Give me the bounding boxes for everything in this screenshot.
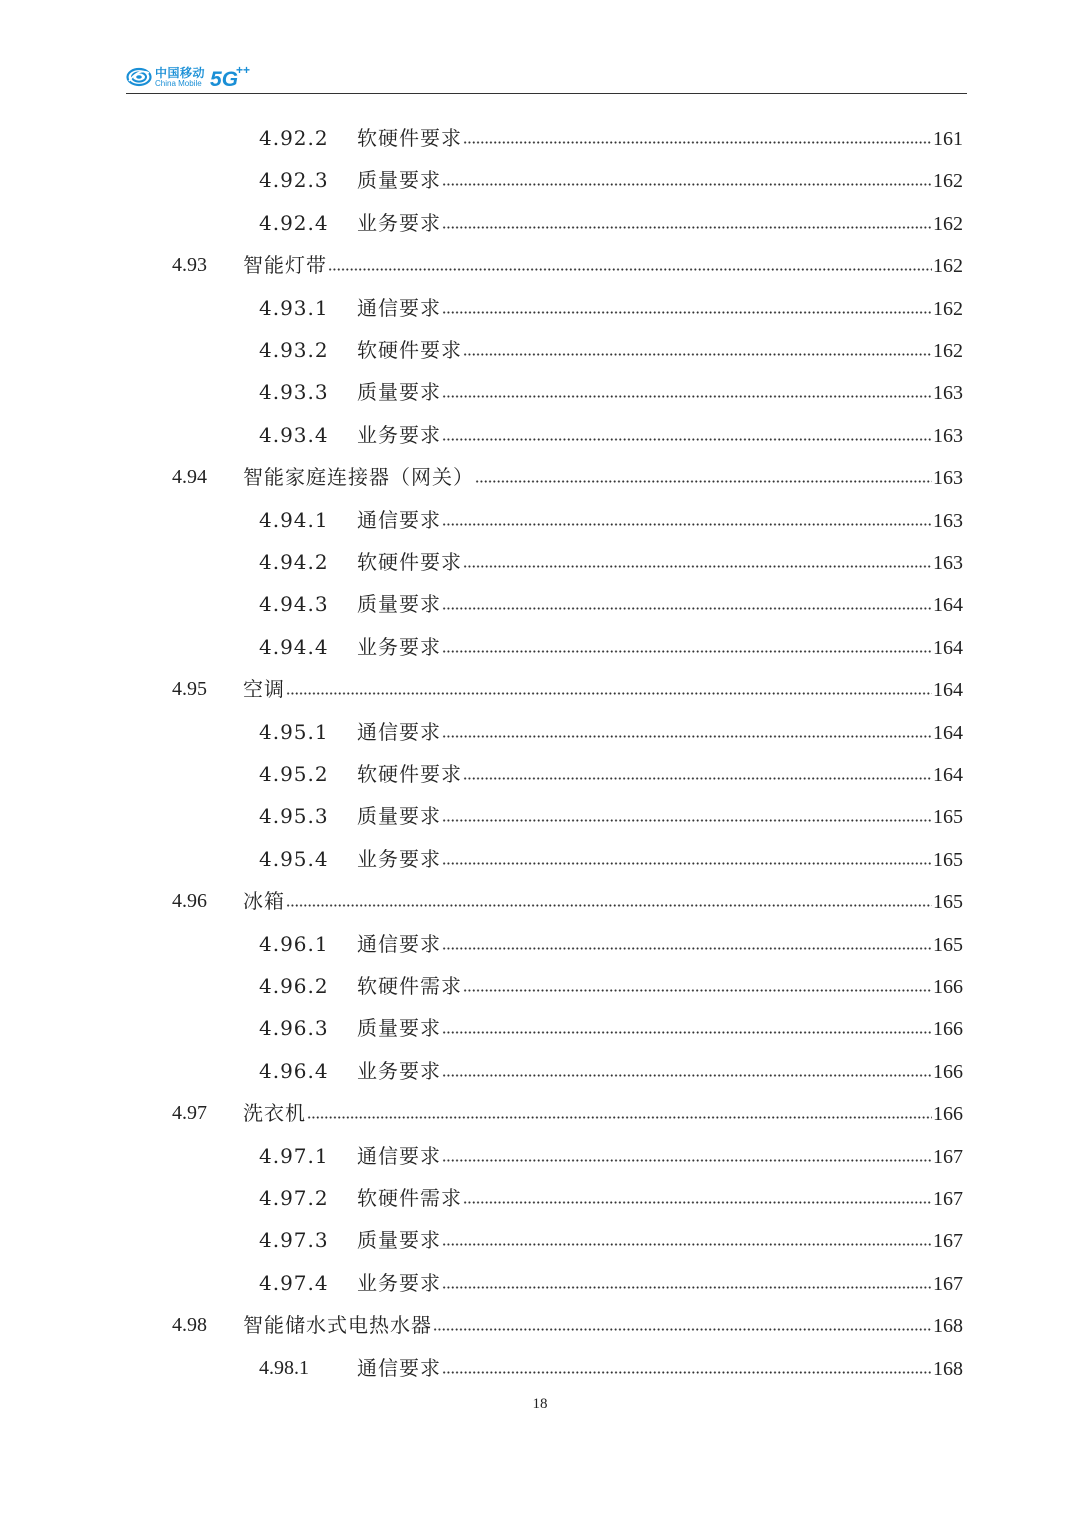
toc-dot-leader xyxy=(463,777,932,780)
toc-entry-title: 通信要求 xyxy=(357,1143,441,1168)
toc-entry-line xyxy=(243,668,963,711)
china-mobile-swirl-icon xyxy=(126,64,152,90)
toc-entry-number: 4.94.3 xyxy=(259,592,329,617)
toc-section-entry[interactable] xyxy=(0,880,1080,922)
toc-dot-leader xyxy=(328,268,932,271)
toc-section-entry[interactable] xyxy=(0,668,1080,710)
toc-entry-page: 165 xyxy=(933,848,963,871)
toc-dot-leader xyxy=(442,438,932,441)
toc-entry-line xyxy=(357,1347,963,1390)
toc-entry-number: 4.92.2 xyxy=(259,126,329,150)
page-number: 18 xyxy=(532,1396,548,1412)
logo-english-name: China Mobile xyxy=(155,78,202,88)
toc-entry-title: 业务要求 xyxy=(357,634,441,659)
toc-dot-leader xyxy=(442,311,932,314)
toc-subsection-entry[interactable] xyxy=(0,711,1080,753)
toc-subsection-entry[interactable] xyxy=(0,499,1080,541)
toc-entry-page: 161 xyxy=(933,128,963,150)
toc-entry-line xyxy=(243,880,963,923)
toc-dot-leader xyxy=(442,1074,932,1077)
toc-entry-page: 166 xyxy=(933,976,963,998)
toc-entry-number: 4.96.1 xyxy=(259,931,329,956)
toc-entry-title: 智能灯带 xyxy=(243,253,327,278)
toc-dot-leader xyxy=(463,989,932,992)
toc-entry-number: 4.94.1 xyxy=(259,507,329,532)
toc-entry-page: 167 xyxy=(933,1145,963,1168)
toc-subsection-entry[interactable] xyxy=(0,1177,1080,1219)
toc-entry-line xyxy=(243,456,963,499)
toc-subsection-entry[interactable] xyxy=(0,1219,1080,1261)
toc-entry-title: 业务要求 xyxy=(357,1058,441,1083)
toc-entry-line xyxy=(357,1262,963,1305)
toc-section-entry[interactable] xyxy=(0,1092,1080,1134)
toc-entry-number: 4.96.3 xyxy=(259,1016,329,1041)
toc-subsection-entry[interactable] xyxy=(0,414,1080,456)
toc-subsection-entry[interactable] xyxy=(0,626,1080,668)
toc-entry-number: 4.92.3 xyxy=(259,168,329,193)
toc-dot-leader xyxy=(286,692,932,695)
toc-subsection-entry[interactable] xyxy=(0,329,1080,371)
toc-entry-line xyxy=(357,1007,963,1050)
toc-subsection-entry[interactable] xyxy=(0,1007,1080,1049)
toc-entry-page: 163 xyxy=(933,509,963,532)
toc-subsection-entry[interactable] xyxy=(0,1262,1080,1304)
toc-entry-title: 通信要求 xyxy=(357,719,441,744)
toc-entry-number: 4.95.2 xyxy=(259,762,329,786)
toc-entry-line xyxy=(357,1219,963,1262)
toc-entry-number: 4.97.2 xyxy=(259,1186,329,1210)
toc-subsection-entry[interactable] xyxy=(0,541,1080,583)
toc-entry-title: 通信要求 xyxy=(357,931,441,956)
toc-entry-page: 164 xyxy=(933,636,963,659)
toc-section-entry[interactable] xyxy=(0,456,1080,498)
toc-entry-number: 4.95.1 xyxy=(259,719,329,744)
toc-entry-page: 162 xyxy=(933,255,963,278)
toc-entry-page: 163 xyxy=(933,424,963,447)
toc-entry-line xyxy=(357,711,963,754)
toc-entry-line xyxy=(357,541,963,584)
toc-entry-page: 162 xyxy=(933,170,963,193)
toc-entry-line xyxy=(243,1092,963,1135)
header-divider xyxy=(126,93,967,94)
toc-entry-line xyxy=(357,287,963,330)
toc-subsection-entry[interactable] xyxy=(0,1050,1080,1092)
toc-entry-line xyxy=(357,626,963,669)
toc-entry-title: 质量要求 xyxy=(357,592,441,617)
toc-dot-leader xyxy=(442,1371,932,1374)
toc-dot-leader xyxy=(442,735,932,738)
toc-entry-page: 163 xyxy=(933,467,963,490)
toc-entry-page: 165 xyxy=(933,891,963,914)
toc-entry-page: 168 xyxy=(933,1357,963,1380)
toc-entry-title: 质量要求 xyxy=(357,1228,441,1253)
toc-entry-line xyxy=(357,1177,963,1220)
toc-subsection-entry[interactable] xyxy=(0,287,1080,329)
toc-entry-number: 4.97.1 xyxy=(259,1143,329,1168)
toc-entry-page: 166 xyxy=(933,1060,963,1083)
toc-entry-title: 软硬件要求 xyxy=(357,126,462,150)
toc-entry-line xyxy=(357,923,963,966)
toc-entry-line xyxy=(357,499,963,542)
toc-entry-number: 4.97 xyxy=(172,1102,207,1125)
logo-5g-mark: 5G xyxy=(210,68,239,91)
toc-dot-leader xyxy=(442,819,932,822)
toc-dot-leader xyxy=(442,1031,932,1034)
toc-entry-page: 166 xyxy=(933,1018,963,1041)
toc-entry-title: 质量要求 xyxy=(357,1016,441,1041)
toc-entry-title: 冰箱 xyxy=(243,889,285,914)
toc-entry-number: 4.97.4 xyxy=(259,1270,329,1295)
toc-entry-page: 162 xyxy=(933,297,963,320)
toc-entry-line xyxy=(357,795,963,838)
toc-dot-leader xyxy=(463,141,932,144)
toc-entry-line xyxy=(357,583,963,626)
toc-dot-leader xyxy=(442,395,932,398)
toc-entry-number: 4.96 xyxy=(172,890,207,913)
toc-dot-leader xyxy=(307,1116,932,1119)
toc-entry-number: 4.95.3 xyxy=(259,804,329,829)
toc-entry-number: 4.94.4 xyxy=(259,634,329,659)
toc-entry-title: 质量要求 xyxy=(357,380,441,405)
toc-entry-line xyxy=(357,1050,963,1093)
toc-entry-line xyxy=(357,117,963,160)
logo-5g-plus: ++ xyxy=(236,63,251,77)
toc-entry-title: 业务要求 xyxy=(357,1270,441,1295)
toc-entry-number: 4.93 xyxy=(172,254,207,277)
toc-entry-line xyxy=(357,965,963,1008)
toc-entry-title: 软硬件要求 xyxy=(357,550,462,574)
logo-chinese-name: 中国移动 xyxy=(155,65,206,80)
toc-entry-title: 洗衣机 xyxy=(243,1101,306,1126)
toc-entry-line xyxy=(357,414,963,457)
toc-entry-line xyxy=(357,371,963,414)
toc-entry-line xyxy=(357,202,963,245)
toc-entry-page: 168 xyxy=(933,1315,963,1338)
toc-entry-number: 4.94.2 xyxy=(259,550,329,574)
toc-dot-leader xyxy=(463,565,932,568)
toc-subsection-entry[interactable] xyxy=(0,202,1080,244)
toc-entry-number: 4.93.3 xyxy=(259,380,329,405)
toc-subsection-entry[interactable] xyxy=(0,795,1080,837)
toc-dot-leader xyxy=(442,862,932,865)
toc-entry-page: 164 xyxy=(933,679,963,702)
toc-entry-number: 4.98 xyxy=(172,1314,207,1337)
toc-entry-title: 业务要求 xyxy=(357,422,441,447)
toc-dot-leader xyxy=(442,1286,932,1289)
toc-entry-number: 4.96.4 xyxy=(259,1058,329,1083)
toc-entry-line xyxy=(357,838,963,881)
toc-entry-page: 166 xyxy=(933,1103,963,1126)
toc-subsection-entry[interactable] xyxy=(0,1347,1080,1389)
toc-dot-leader xyxy=(442,523,932,526)
toc-entry-title: 软硬件要求 xyxy=(357,338,462,362)
toc-entry-page: 164 xyxy=(933,594,963,617)
toc-dot-leader xyxy=(442,183,932,186)
toc-entry-page: 167 xyxy=(933,1188,963,1210)
toc-dot-leader xyxy=(442,607,932,610)
toc-entry-number: 4.96.2 xyxy=(259,974,329,998)
toc-entry-title: 通信要求 xyxy=(357,295,441,320)
toc-subsection-entry[interactable] xyxy=(0,117,1080,159)
toc-section-entry[interactable] xyxy=(0,1304,1080,1346)
toc-entry-page: 167 xyxy=(933,1230,963,1253)
toc-entry-number: 4.95 xyxy=(172,678,207,701)
toc-subsection-entry[interactable] xyxy=(0,1135,1080,1177)
toc-entry-title: 质量要求 xyxy=(357,804,441,829)
toc-subsection-entry[interactable] xyxy=(0,838,1080,880)
toc-entry-line xyxy=(357,329,963,372)
toc-dot-leader xyxy=(442,226,932,229)
toc-entry-page: 165 xyxy=(933,933,963,956)
toc-entry-page: 163 xyxy=(933,552,963,574)
toc-entry-page: 162 xyxy=(933,340,963,362)
toc-entry-page: 163 xyxy=(933,382,963,405)
toc-entry-number: 4.92.4 xyxy=(259,210,329,235)
toc-entry-page: 167 xyxy=(933,1272,963,1295)
toc-subsection-entry[interactable] xyxy=(0,583,1080,625)
toc-dot-leader xyxy=(442,650,932,653)
toc-entry-title: 空调 xyxy=(243,677,285,702)
page-header xyxy=(126,58,967,94)
toc-dot-leader xyxy=(475,480,932,483)
toc-dot-leader xyxy=(442,1243,932,1246)
toc-entry-page: 162 xyxy=(933,212,963,235)
toc-entry-title: 软硬件需求 xyxy=(357,1186,462,1210)
toc-entry-number: 4.93.4 xyxy=(259,422,329,447)
toc-entry-title: 软硬件需求 xyxy=(357,974,462,998)
toc-entry-title: 业务要求 xyxy=(357,846,441,871)
toc-entry-line xyxy=(357,753,963,796)
toc-subsection-entry[interactable] xyxy=(0,371,1080,413)
toc-entry-number: 4.95.4 xyxy=(259,846,329,871)
toc-entry-title: 智能储水式电热水器 xyxy=(243,1313,432,1338)
toc-entry-page: 165 xyxy=(933,806,963,829)
toc-entry-title: 通信要求 xyxy=(357,1355,441,1380)
toc-entry-number: 4.94 xyxy=(172,466,207,489)
toc-entry-title: 质量要求 xyxy=(357,168,441,193)
toc-subsection-entry[interactable] xyxy=(0,923,1080,965)
toc-entry-line xyxy=(243,1304,963,1347)
toc-subsection-entry[interactable] xyxy=(0,753,1080,795)
toc-entry-number: 4.97.3 xyxy=(259,1228,329,1253)
toc-entry-number: 4.93.1 xyxy=(259,295,329,320)
toc-entry-page: 164 xyxy=(933,721,963,744)
toc-entry-title: 通信要求 xyxy=(357,507,441,532)
toc-subsection-entry[interactable] xyxy=(0,965,1080,1007)
toc-entry-number: 4.98.1 xyxy=(259,1356,309,1379)
toc-dot-leader xyxy=(286,904,932,907)
toc-entry-line xyxy=(243,244,963,287)
toc-dot-leader xyxy=(442,1159,932,1162)
toc-entry-line xyxy=(357,159,963,202)
toc-entry-line xyxy=(357,1135,963,1178)
toc-subsection-entry[interactable] xyxy=(0,159,1080,201)
toc-dot-leader xyxy=(433,1328,932,1331)
toc-dot-leader xyxy=(463,1201,932,1204)
toc-entry-page: 164 xyxy=(933,764,963,786)
toc-entry-number: 4.93.2 xyxy=(259,338,329,362)
toc-dot-leader xyxy=(463,353,932,356)
toc-entry-title: 软硬件要求 xyxy=(357,762,462,786)
toc-entry-title: 智能家庭连接器（网关） xyxy=(243,465,474,490)
toc-dot-leader xyxy=(442,947,932,950)
toc-entry-title: 业务要求 xyxy=(357,210,441,235)
china-mobile-logo xyxy=(126,62,250,92)
toc-section-entry[interactable] xyxy=(0,244,1080,286)
